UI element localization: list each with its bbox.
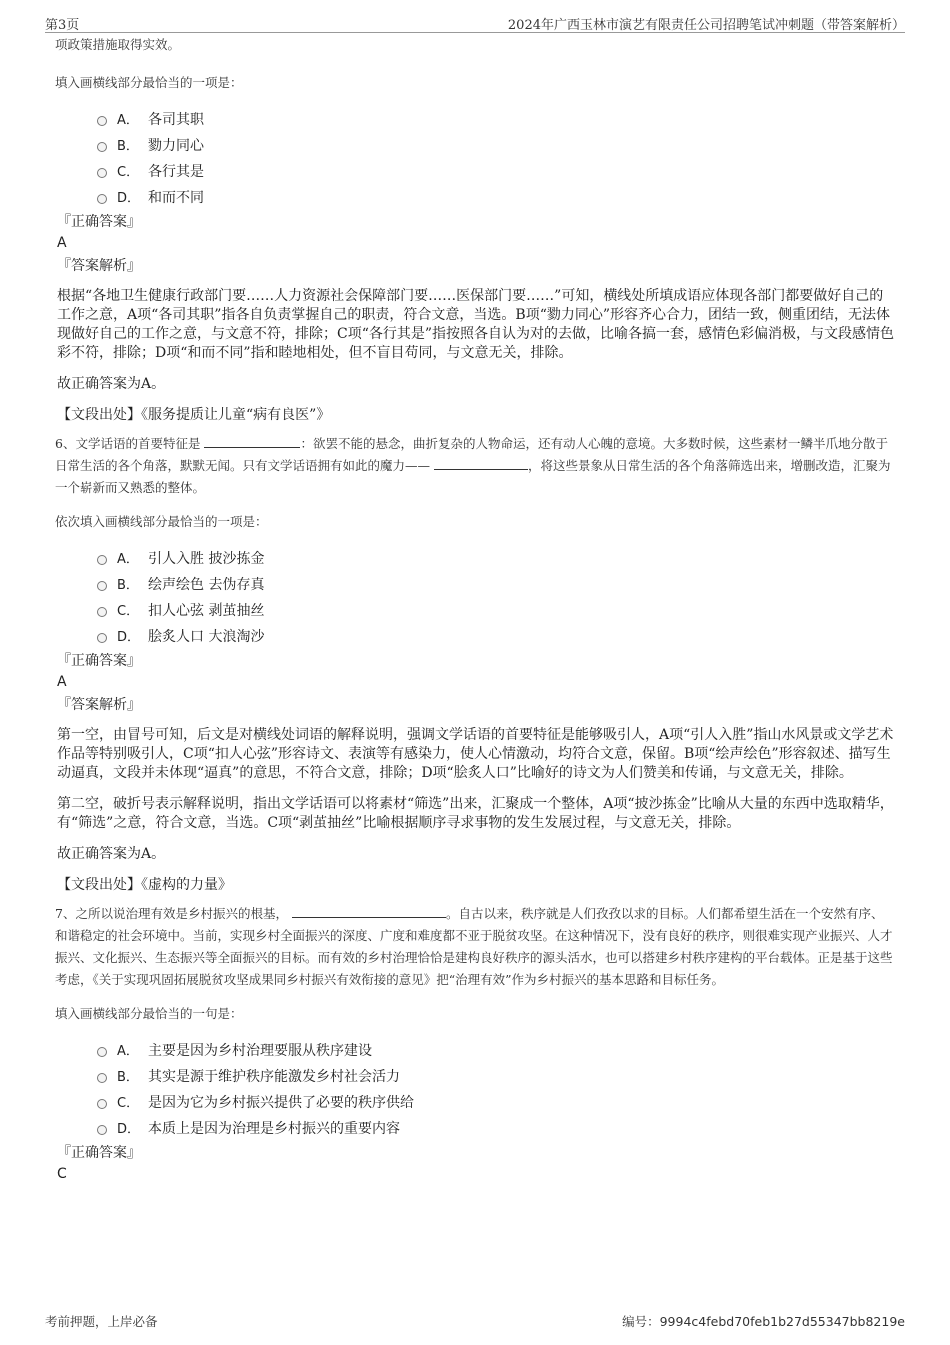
q6-option-d[interactable]: D． 脍炙人口 大浪淘沙 xyxy=(97,624,895,650)
q7-stem: 7、之所以说治理有效是乡村振兴的根基， 。自古以来，秩序就是人们孜孜以求的目标。人们都希望生活在一个安然有序、和谐稳定的社会环境中。当前，实现乡村全面振兴的深度、广度和难度都不亚于脱贫攻坚。在这种情况下，没有良好的秩序，则很难实现产业振兴、人才振兴、文化振兴、生态振兴等全面振兴的目标。而有效的乡村治理恰恰是建构良好秩序的源头活水，也可以搭建乡村秩序建构的平台载体。正是基于这些考虑，《关于实现巩固拓展脱贫攻坚成果同乡村振兴有效衔接的意见》把“治理有效”作为乡村振兴的基本思路和目标任务。 xyxy=(55,906,893,987)
main-content xyxy=(55,34,895,1184)
q6-option-b[interactable]: B． 绘声绘色 去伪存真 xyxy=(97,572,895,598)
radio-icon[interactable] xyxy=(97,1099,107,1109)
q5-options xyxy=(97,107,895,211)
q6-source: 【文段出处】《虚构的力量》 xyxy=(57,877,232,893)
q7-prompt: 填入画横线部分最恰当的一句是： xyxy=(55,1006,243,1021)
q6-option-c[interactable]: C． 扣人心弦 剥茧抽丝 xyxy=(97,598,895,624)
radio-icon[interactable] xyxy=(97,633,107,643)
footer-slogan: 考前押题，上岸必备 xyxy=(45,1314,158,1329)
radio-icon[interactable] xyxy=(97,581,107,591)
radio-icon[interactable] xyxy=(97,194,107,204)
q7-options xyxy=(97,1038,895,1142)
q6-blank-2 xyxy=(434,457,528,470)
q7-option-d[interactable]: D． 本质上是因为治理是乡村振兴的重要内容 xyxy=(97,1116,895,1142)
q5-option-b[interactable]: B． 勠力同心 xyxy=(97,133,895,159)
document-title: 2024年广西玉林市演艺有限责任公司招聘笔试冲刺题（带答案解析） xyxy=(507,18,905,33)
radio-icon[interactable] xyxy=(97,555,107,565)
q5-analysis-1: 根据“各地卫生健康行政部门要……人力资源社会保障部门要……医保部门要……”可知，横线处所填成语应体现各部门都要做好自己的工作之意，A项“各司其职”指各自负责掌握自己的职责，符合文意，当选。B项“勠力同心”形容齐心合力，团结一致，侧重团结，无法体现做好自己的工作之意，与文意不符，排除；C项“各行其是”指按照各自认为对的去做，比喻各搞一套，感情色彩偏消极，与文段感情色彩不符，排除；D项“和而不同”指和睦地相处，但不盲目苟同，与文意无关，排除。 xyxy=(57,288,895,361)
radio-icon[interactable] xyxy=(97,1047,107,1057)
q6-prompt: 依次填入画横线部分最恰当的一项是： xyxy=(55,514,268,529)
q6-analysis-label: 『答案解析』 xyxy=(57,697,141,713)
q5-answer: A xyxy=(57,235,67,251)
radio-icon[interactable] xyxy=(97,607,107,617)
q6-options xyxy=(97,546,895,650)
q7-option-c[interactable]: C． 是因为它为乡村振兴提供了必要的秩序供给 xyxy=(97,1090,895,1116)
document-id: 编号：9994c4febd70feb1b27d55347bb8219e xyxy=(622,1314,905,1329)
q7-blank xyxy=(292,905,446,918)
q5-option-c[interactable]: C． 各行其是 xyxy=(97,159,895,185)
q6-analysis-3: 故正确答案为A。 xyxy=(57,846,166,862)
radio-icon[interactable] xyxy=(97,1073,107,1083)
q5-analysis-2: 故正确答案为A。 xyxy=(57,376,166,392)
q5-analysis-label: 『答案解析』 xyxy=(57,258,141,274)
q5-option-d[interactable]: D． 和而不同 xyxy=(97,185,895,211)
q5-answer-label: 『正确答案』 xyxy=(57,214,141,230)
page-number: 第3页 xyxy=(45,18,80,33)
q6-blank-1 xyxy=(204,435,300,448)
q6-stem: 6、文学话语的首要特征是 ：欲罢不能的悬念，曲折复杂的人物命运，还有动人心魄的意境。大多数时候，这些素材一鳞半爪地分散于日常生活的各个角落，默默无闻。只有文学话语拥有如此的魔力—— ，将这些景象从日常生活的各个角落筛选出来，增删改造，汇聚为一个崭新而又熟悉的整体。 xyxy=(55,436,891,495)
radio-icon[interactable] xyxy=(97,168,107,178)
q7-option-a[interactable]: A． 主要是因为乡村治理要服从秩序建设 xyxy=(97,1038,895,1064)
q7-option-b[interactable]: B． 其实是源于维护秩序能激发乡村社会活力 xyxy=(97,1064,895,1090)
q5-prompt: 填入画横线部分最恰当的一项是： xyxy=(55,75,243,90)
q5-stem-tail: 项政策措施取得实效。 xyxy=(55,37,181,52)
q6-analysis-2: 第二空，破折号表示解释说明，指出文学话语可以将素材“筛选”出来，汇聚成一个整体，A项“披沙拣金”比喻从大量的东西中选取精华，有“筛选”之意，符合文意，当选。C项“剥茧抽丝”比喻根据顺序寻求事物的发生发展过程，与文意无关，排除。 xyxy=(57,796,894,831)
page-footer xyxy=(45,1306,905,1329)
q7-answer: C xyxy=(57,1166,67,1182)
q5-option-a[interactable]: A． 各司其职 xyxy=(97,107,895,133)
radio-icon[interactable] xyxy=(97,1125,107,1135)
q7-answer-label: 『正确答案』 xyxy=(57,1145,141,1161)
radio-icon[interactable] xyxy=(97,116,107,126)
page-header xyxy=(45,10,905,33)
radio-icon[interactable] xyxy=(97,142,107,152)
q5-source: 【文段出处】《服务提质让儿童“病有良医”》 xyxy=(57,407,331,423)
q6-answer-label: 『正确答案』 xyxy=(57,653,141,669)
q6-analysis-1: 第一空，由冒号可知，后文是对横线处词语的解释说明，强调文学话语的首要特征是能够吸引人，A项“引人入胜”指山水风景或文学艺术作品等特别吸引人，C项“扣人心弦”形容诗文、表演等有感染力，使人心情激动，均符合文意，保留。B项“绘声绘色”形容叙述、描写生动逼真，文段并未体现“逼真”的意思，不符合文意，排除；D项“脍炙人口”比喻好的诗文为人们赞美和传诵，与文意无关，排除。 xyxy=(57,727,894,781)
q6-answer: A xyxy=(57,674,67,690)
q6-option-a[interactable]: A． 引人入胜 披沙拣金 xyxy=(97,546,895,572)
